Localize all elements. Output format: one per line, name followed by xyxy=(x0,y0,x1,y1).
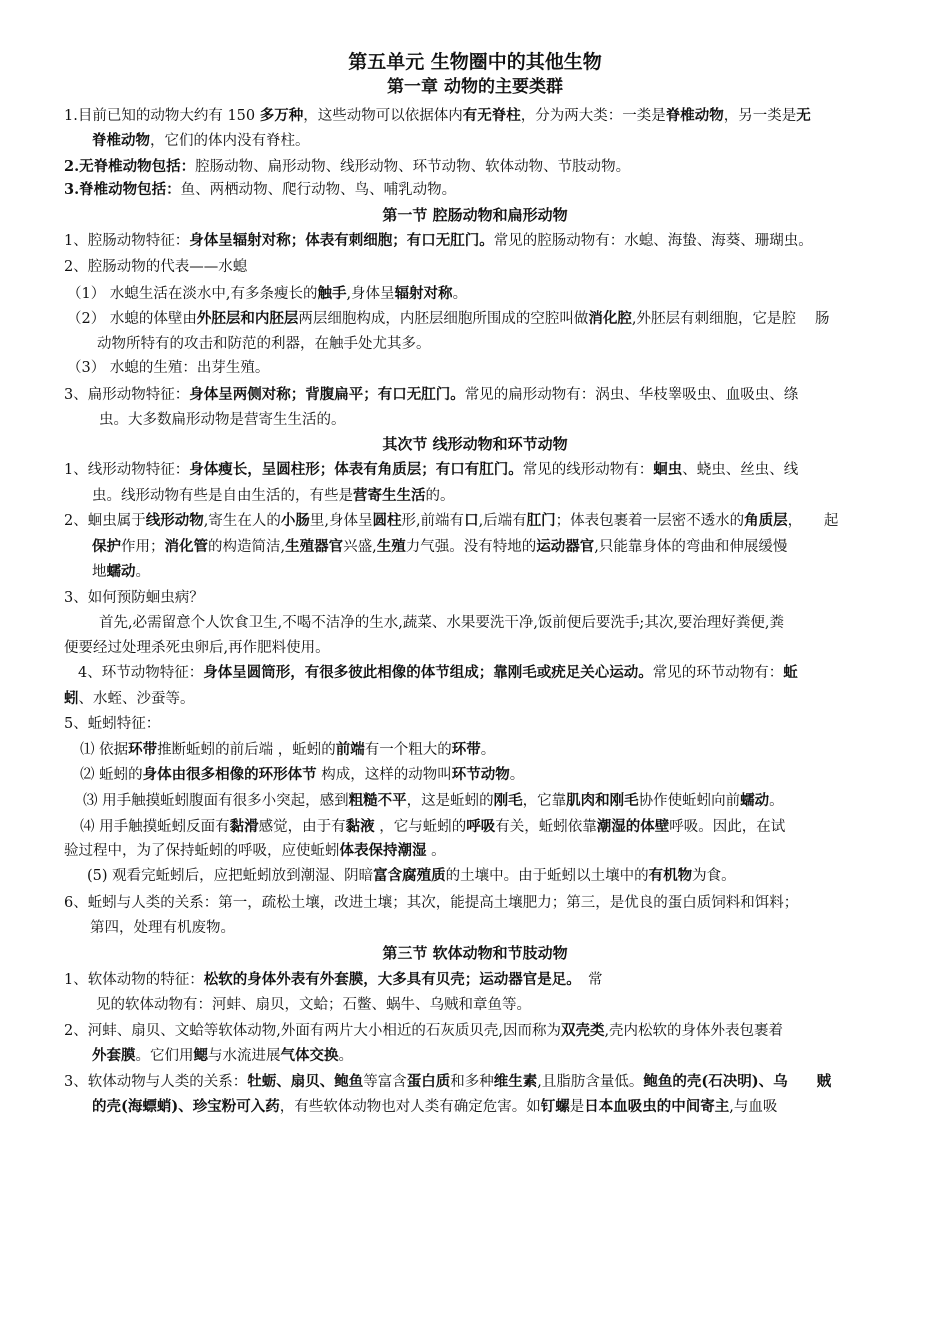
bold-text: 肛门 xyxy=(526,512,556,529)
text-run: 等富含 xyxy=(363,1074,407,1090)
line xyxy=(64,588,204,608)
bold-text: 营寄生生活 xyxy=(353,487,426,504)
text-run: 地 xyxy=(92,564,107,580)
text-run: 感觉，由于有 xyxy=(258,819,346,835)
text-run: 便要经过处理杀死虫卵后,再作肥料使用。 xyxy=(64,640,330,656)
text-run: 。 xyxy=(452,286,468,302)
text-run: 里,身体呈 xyxy=(309,513,373,529)
bold-text: 身体呈圆筒形，有很多彼此相像的体节组成；靠刚毛或疣足关心运动。 xyxy=(203,664,653,681)
line xyxy=(92,537,787,557)
text-run: 。 xyxy=(769,793,784,809)
bold-text: 肌肉和刚毛 xyxy=(566,792,639,809)
bold-text: 消化腔 xyxy=(588,310,632,327)
text-run: 首先,必需留意个人饮食卫生,不喝不洁净的生水,蔬菜、水果要洗干净,饭前便后要洗手;其次,要治理好粪便,粪 xyxy=(99,615,785,631)
bold-text: 松软的身体外表有外套膜，大多具有贝壳；运动器官是足。 xyxy=(203,971,574,988)
line xyxy=(64,841,446,861)
text-run: 的土壤中。由于蚯蚓以土壤中的 xyxy=(445,868,649,884)
text-run: （1） 水螅生活在淡水中,有多条瘦长的 xyxy=(67,286,318,302)
bold-text: 无 xyxy=(796,107,811,124)
text-run: ，它与蚯蚓的 xyxy=(374,819,467,835)
line xyxy=(64,157,630,177)
bold-text: 牡蛎、扇贝、鲍鱼 xyxy=(247,1073,364,1090)
bold-text: 小肠 xyxy=(280,512,310,529)
line xyxy=(90,918,235,938)
text-run: 2、腔肠动物的代表——水螅 xyxy=(64,259,248,275)
text-run: 、水蛭、沙蚕等。 xyxy=(78,691,195,707)
bold-text: 前端 xyxy=(335,741,365,758)
line xyxy=(99,613,784,633)
bold-text: 多万种 xyxy=(259,107,304,124)
line xyxy=(64,511,838,531)
bold-text: 有无脊柱 xyxy=(462,107,521,124)
bold-text: 体表保持潮湿 xyxy=(339,842,427,859)
bold-text: 外套膜 xyxy=(92,1047,136,1064)
bold-text: 蠕动 xyxy=(740,792,770,809)
line xyxy=(87,866,736,886)
text-run: ，它们的体内没有脊柱。 xyxy=(150,133,310,149)
bold-text: 鲍鱼的壳(石决明)、乌 贼 xyxy=(643,1073,832,1090)
text-run: 的。 xyxy=(425,488,455,504)
text-run: ,且脂肪含量低。 xyxy=(537,1074,644,1090)
bold-text: 口 xyxy=(464,512,479,529)
text-run: 为食。 xyxy=(692,868,736,884)
line xyxy=(92,1097,777,1117)
bold-text: 保护 xyxy=(92,538,121,555)
text-run: ,身体呈 xyxy=(346,286,395,302)
line xyxy=(64,893,798,913)
bold-text: 生殖器官 xyxy=(285,538,344,555)
text-run: 3、软体动物与人类的关系： xyxy=(64,1074,248,1090)
bold-text: 蚯 xyxy=(783,664,798,681)
line xyxy=(80,740,495,760)
bold-text: 圆柱 xyxy=(372,512,402,529)
text-run: 形,前端有 xyxy=(401,513,465,529)
section-heading: 第三节 软体动物和节肢动物 xyxy=(382,944,568,962)
line xyxy=(92,131,310,151)
text-run: 与水流进展 xyxy=(208,1048,281,1064)
line xyxy=(64,180,456,200)
text-run: 虫。大多数扁形动物是营寄生生活的。 xyxy=(99,412,346,428)
text-run: ,外胚层有刺细胞，它是腔 肠 xyxy=(631,311,830,327)
bold-text: 消化管 xyxy=(164,538,208,555)
text-run: ，分为两大类：一类是 xyxy=(520,108,666,124)
text-run: ⑴ 依据 xyxy=(80,742,129,758)
line xyxy=(92,562,150,582)
text-run: 有一个粗大的 xyxy=(364,742,452,758)
text-run: ，它靠 xyxy=(522,793,567,809)
bold-text: 蛔虫 xyxy=(653,461,683,478)
text-run: 。 xyxy=(135,564,150,580)
text-run: 腔肠动物、扁形动物、线形动物、环节动物、软体动物、节肢动物。 xyxy=(195,159,631,175)
text-run: 构成，这样的动物叫 xyxy=(316,767,452,783)
line xyxy=(67,358,269,378)
text-run: ,只能靠身体的弯曲和伸展缓慢 xyxy=(594,539,788,555)
line xyxy=(92,486,455,506)
text-run: (5) 观看完蚯蚓后，应把蚯蚓放到潮湿、阴暗 xyxy=(87,868,374,884)
text-run: 。 xyxy=(509,767,525,783)
text-run: ⑷ 用手触摸蚯蚓反面有 xyxy=(80,819,230,835)
bold-text: 生殖 xyxy=(376,538,406,555)
unit-title: 第五单元 生物圈中的其他生物 xyxy=(348,51,602,73)
text-run: 、蛲虫、丝虫、线 xyxy=(682,462,799,478)
text-run: 常见的扁形动物有：涡虫、华枝睾吸虫、血吸虫、绦 xyxy=(464,387,799,403)
text-run: 常 xyxy=(573,972,603,988)
line xyxy=(99,410,346,430)
bold-text: 的壳(海螵蛸)、珍宝粉可入药 xyxy=(92,1098,280,1115)
text-run: 常见的线形动物有： xyxy=(522,462,654,478)
text-run: 5、蚯蚓特征： xyxy=(64,716,161,732)
line xyxy=(64,714,160,734)
bold-text: 环节动物 xyxy=(451,766,510,783)
bold-text: 富含腐殖质 xyxy=(373,867,446,884)
text-run: （2） 水螅的体壁由 xyxy=(67,311,197,327)
section-heading: 其次节 线形动物和环节动物 xyxy=(382,435,568,453)
text-run: 两层细胞构成，内胚层细胞所围成的空腔叫做 xyxy=(298,311,589,327)
bold-text: 外胚层和内胚层 xyxy=(196,310,299,327)
text-run: 的构造简洁, xyxy=(208,539,286,555)
text-run: 作用； xyxy=(121,539,165,555)
text-run: 1、软体动物的特征： xyxy=(64,972,204,988)
text-run: 。 xyxy=(338,1048,353,1064)
line xyxy=(64,970,602,990)
text-run: ， 起 xyxy=(787,513,839,529)
text-run: 。它们用 xyxy=(135,1048,194,1064)
section-heading: 第一节 腔肠动物和扁形动物 xyxy=(382,206,568,224)
text-run: 。 xyxy=(480,742,496,758)
text-run: 虫。线形动物有些是自由生活的，有些是 xyxy=(92,488,353,504)
bold-text: 3.脊椎动物包括： xyxy=(64,181,181,198)
line xyxy=(64,385,798,405)
bold-text: 蚓 xyxy=(64,690,79,707)
text-run: 和多种 xyxy=(450,1074,494,1090)
line xyxy=(64,460,798,480)
text-run: 2、河蚌、扇贝、文蛤等软体动物,外面有两片大小相近的石灰质贝壳,因而称为 xyxy=(64,1023,561,1039)
text-run: 力气强。没有特地的 xyxy=(405,539,537,555)
text-run: 有关，蚯蚓依靠 xyxy=(495,819,597,835)
bold-text: 黏滑 xyxy=(229,818,259,835)
text-run: ⑶ 用手触摸蚯蚓腹面有很多小突起，感到 xyxy=(83,793,349,809)
text-run: 2、蛔虫属于 xyxy=(64,513,146,529)
bold-text: 脊椎动物 xyxy=(665,107,724,124)
bold-text: 运动器官 xyxy=(536,538,595,555)
bold-text: 刚毛 xyxy=(493,792,523,809)
text-run: （3） 水螅的生殖：出芽生殖。 xyxy=(67,360,270,376)
text-run: ，有些软体动物也对人类有确定危害。如 xyxy=(279,1099,541,1115)
bold-text: 有机物 xyxy=(648,867,693,884)
bold-text: 环带 xyxy=(128,741,158,758)
line xyxy=(64,638,330,658)
text-run: 。 xyxy=(426,843,446,859)
bold-text: 身体瘦长，呈圆柱形；体表有角质层；有口有肛门。 xyxy=(189,461,523,478)
bold-text: 粗糙不平 xyxy=(348,792,407,809)
text-run: 验过程中，为了保持蚯蚓的呼吸，应使蚯蚓 xyxy=(64,843,340,859)
bold-text: 脊椎动物 xyxy=(92,132,150,149)
text-run: ；体表包裹着一层密不透水的 xyxy=(555,513,745,529)
text-run: ,壳内松软的身体外表包裹着 xyxy=(604,1023,784,1039)
line xyxy=(64,231,813,251)
text-run: 3、扁形动物特征： xyxy=(64,387,190,403)
text-run: 1.目前已知的动物大约有 150 xyxy=(64,108,260,124)
bold-text: 蠕动 xyxy=(106,563,136,580)
text-run: ,寄生在人的 xyxy=(203,513,281,529)
bold-text: 身体由很多相像的环形体节 xyxy=(142,766,317,783)
bold-text: 鳃 xyxy=(193,1047,208,1064)
text-run: 1、线形动物特征： xyxy=(64,462,190,478)
text-run: 3、如何预防蛔虫病？ xyxy=(64,590,204,606)
text-run: 常见的环节动物有： xyxy=(652,665,784,681)
line xyxy=(64,689,195,709)
line xyxy=(83,791,784,811)
text-run: 1、腔肠动物特征： xyxy=(64,233,190,249)
bold-text: 呼吸 xyxy=(466,818,496,835)
bold-text: 钉螺 xyxy=(540,1098,570,1115)
text-run: 推断蚯蚓的前后端 ，蚯蚓的 xyxy=(157,742,336,758)
text-run: ,后端有 xyxy=(478,513,527,529)
bold-text: 日本血吸虫的中间寄主 xyxy=(584,1098,730,1115)
bold-text: 潮湿的体壁 xyxy=(596,818,670,835)
text-run: ，这是蚯蚓的 xyxy=(406,793,494,809)
bold-text: 身体呈辐射对称；体表有刺细胞；有口无肛门。 xyxy=(189,232,494,249)
chapter-title: 第一章 动物的主要类群 xyxy=(387,77,563,97)
text-run: 是 xyxy=(569,1099,585,1115)
bold-text: 线形动物 xyxy=(145,512,204,529)
text-run: 第四，处理有机废物。 xyxy=(90,920,235,936)
text-run: 协作使蚯蚓向前 xyxy=(638,793,741,809)
text-run: ,与血吸 xyxy=(729,1099,778,1115)
line xyxy=(78,663,798,683)
bold-text: 黏液 xyxy=(345,818,375,835)
line xyxy=(80,765,524,785)
line xyxy=(64,257,247,277)
text-run: 兴盛, xyxy=(343,539,377,555)
text-run: 动物所特有的攻击和防范的利器，在触手处尤其多。 xyxy=(97,336,431,352)
text-run: ，这些动物可以依据体内 xyxy=(303,108,463,124)
line xyxy=(97,334,431,354)
line xyxy=(67,284,467,304)
text-run: 鱼、两栖动物、爬行动物、鸟、哺乳动物。 xyxy=(180,182,457,198)
bold-text: 辐射对称 xyxy=(394,285,453,302)
bold-text: 触手 xyxy=(317,285,347,302)
bold-text: 角质层 xyxy=(744,512,788,529)
line xyxy=(92,1046,353,1066)
bold-text: 双壳类 xyxy=(560,1022,605,1039)
line xyxy=(67,309,830,329)
text-run: 见的软体动物有：河蚌、扇贝，文蛤；石鳖、蜗牛、乌贼和章鱼等。 xyxy=(96,997,531,1013)
bold-text: 蛋白质 xyxy=(406,1073,451,1090)
text-run: ⑵ 蚯蚓的 xyxy=(80,767,143,783)
text-run: 呼吸。因此，在试 xyxy=(669,819,786,835)
line xyxy=(64,1021,783,1041)
line xyxy=(64,1072,831,1092)
bold-text: 身体呈两侧对称；背腹扁平；有口无肛门。 xyxy=(189,386,465,403)
line xyxy=(64,106,811,126)
bold-text: 维生素 xyxy=(493,1073,538,1090)
text-run: 4、环节动物特征： xyxy=(78,665,204,681)
line xyxy=(96,995,531,1015)
text-run: 常见的腔肠动物有：水螅、海蛰、海葵、珊瑚虫。 xyxy=(493,233,813,249)
text-run: ，另一类是 xyxy=(723,108,797,124)
text-run: 6、蚯蚓与人类的关系：第一，疏松土壤，改进土壤；其次，能提高土壤肥力；第三，是优良的蛋白质饲料和饵料； xyxy=(64,895,799,911)
bold-text: 2.无脊椎动物包括： xyxy=(64,158,196,175)
bold-text: 环带 xyxy=(451,741,481,758)
line xyxy=(80,817,785,837)
bold-text: 气体交换 xyxy=(280,1047,339,1064)
